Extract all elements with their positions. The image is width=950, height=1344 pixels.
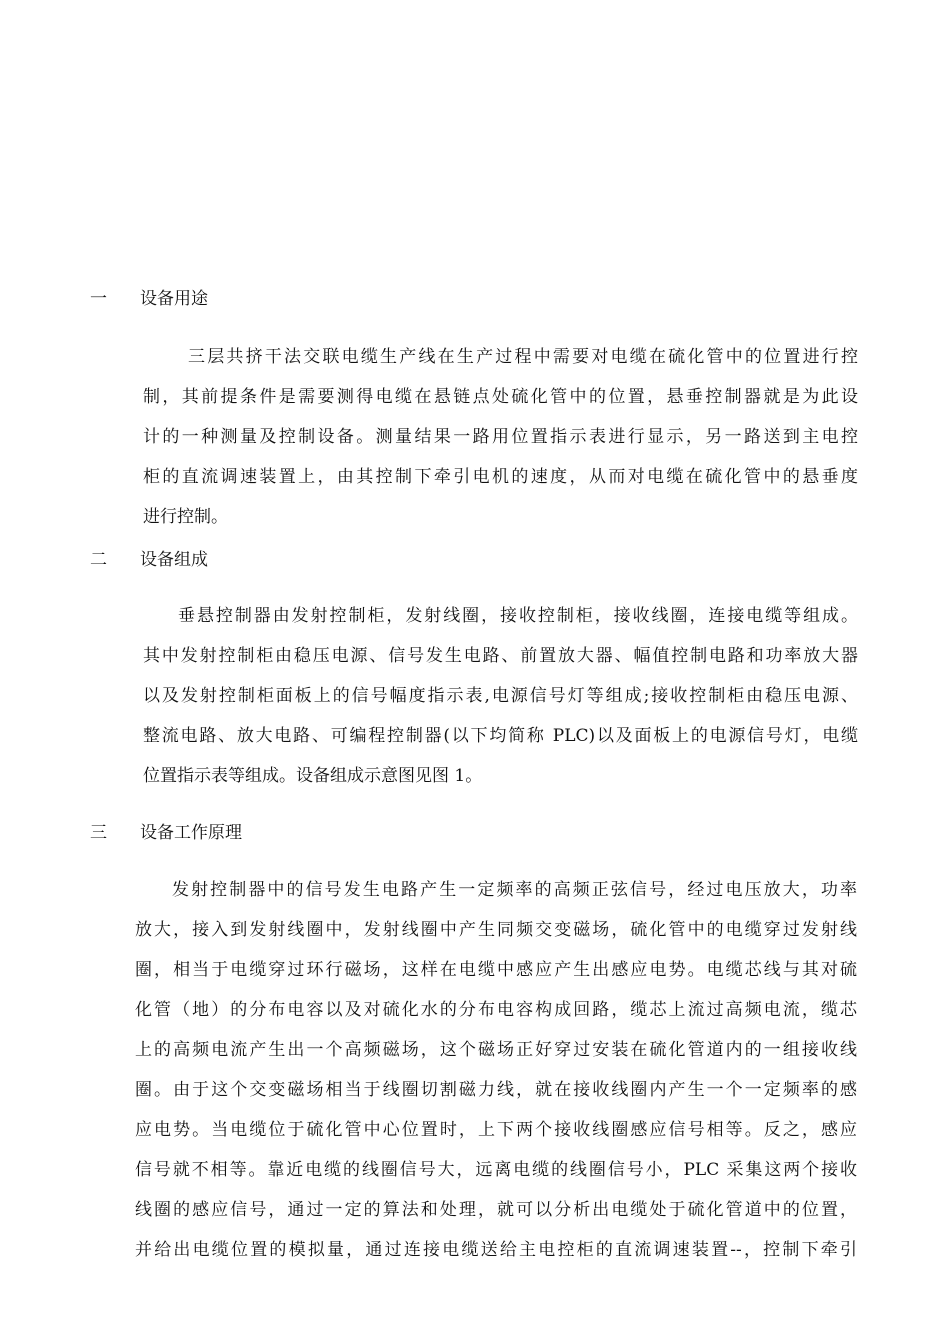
paragraph-line: 化管（地）的分布电容以及对硫化水的分布电容构成回路，缆芯上流过高频电流，缆芯 bbox=[135, 1000, 857, 1020]
paragraph-line: 其中发射控制柜由稳压电源、信号发生电路、前置放大器、幅值控制电路和功率放大器 bbox=[143, 646, 858, 666]
section-1-heading bbox=[90, 287, 208, 311]
paragraph-line: 制，其前提条件是需要测得电缆在悬链点处硫化管中的位置，悬垂控制器就是为此设 bbox=[143, 387, 858, 407]
paragraph-line: 上的高频电流产生出一个高频磁场，这个磁场正好穿过安装在硫化管道内的一组接收线 bbox=[135, 1040, 857, 1060]
section-3-body bbox=[135, 870, 857, 1270]
paragraph-line: 应电势。当电缆位于硫化管中心位置时，上下两个接收线圈感应信号相等。反之，感应 bbox=[135, 1120, 857, 1140]
paragraph-line: 垂悬控制器由发射控制柜，发射线圈，接收控制柜，接收线圈，连接电缆等组成。 bbox=[178, 606, 858, 626]
paragraph-line: 以及发射控制柜面板上的信号幅度指示表,电源信号灯等组成;接收控制柜由稳压电源、 bbox=[143, 686, 858, 706]
paragraph-line: 圈。由于这个交变磁场相当于线圈切割磁力线，就在接收线圈内产生一个一定频率的感 bbox=[135, 1080, 857, 1100]
section-1-title: 设备用途 bbox=[140, 289, 208, 309]
section-3-title: 设备工作原理 bbox=[140, 823, 242, 843]
paragraph-line: 整流电路、放大电路、可编程控制器(以下均简称 PLC)以及面板上的电源信号灯，电缆 bbox=[143, 726, 858, 746]
section-1-body bbox=[143, 337, 858, 537]
section-2-body bbox=[143, 596, 858, 796]
section-3-heading bbox=[90, 821, 242, 845]
paragraph-line: 放大，接入到发射线圈中，发射线圈中产生同频交变磁场，硫化管中的电缆穿过发射线 bbox=[135, 920, 857, 940]
paragraph-line: 圈，相当于电缆穿过环行磁场，这样在电缆中感应产生出感应电势。电缆芯线与其对硫 bbox=[135, 960, 857, 980]
paragraph-line: 线圈的感应信号，通过一定的算法和处理，就可以分析出电缆处于硫化管道中的位置， bbox=[135, 1200, 857, 1220]
paragraph-line: 三层共挤干法交联电缆生产线在生产过程中需要对电缆在硫化管中的位置进行控 bbox=[188, 347, 858, 367]
paragraph-line: 柜的直流调速装置上，由其控制下牵引电机的速度，从而对电缆在硫化管中的悬垂度 bbox=[143, 467, 858, 487]
paragraph-line: 位置指示表等组成。设备组成示意图见图 1。 bbox=[143, 766, 483, 786]
paragraph-line: 发射控制器中的信号发生电路产生一定频率的高频正弦信号，经过电压放大，功率 bbox=[172, 880, 857, 900]
section-2-heading bbox=[90, 548, 208, 572]
paragraph-line: 计的一种测量及控制设备。测量结果一路用位置指示表进行显示，另一路送到主电控 bbox=[143, 427, 858, 447]
section-2-title: 设备组成 bbox=[140, 550, 208, 570]
section-2-number: 二 bbox=[90, 550, 107, 570]
section-3-number: 三 bbox=[90, 823, 107, 843]
section-1-number: 一 bbox=[90, 289, 107, 309]
paragraph-line: 进行控制。 bbox=[143, 507, 228, 527]
paragraph-line: 并给出电缆位置的模拟量，通过连接电缆送给主电控柜的直流调速装置--，控制下牵引 bbox=[135, 1240, 857, 1260]
paragraph-line: 信号就不相等。靠近电缆的线圈信号大，远离电缆的线圈信号小，PLC 采集这两个接收 bbox=[135, 1160, 857, 1180]
